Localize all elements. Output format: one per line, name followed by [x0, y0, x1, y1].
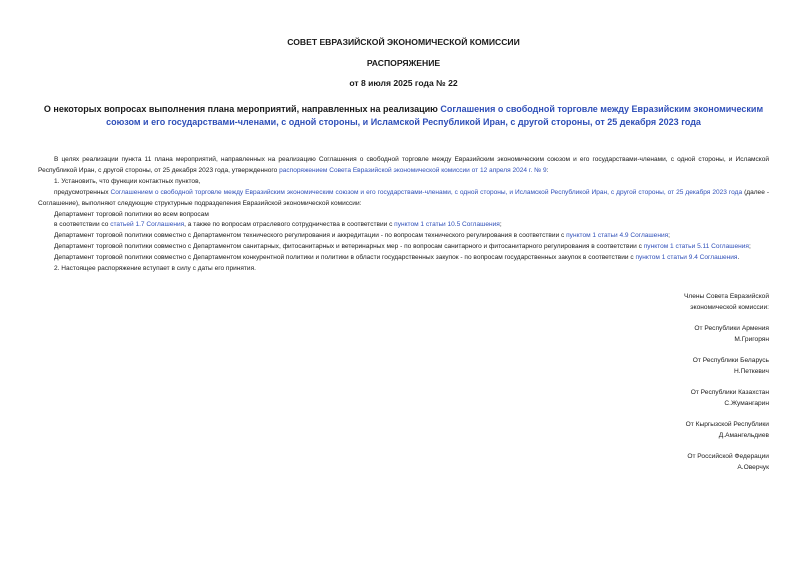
signature-armenia [569, 324, 769, 346]
scope-text-end: ; [499, 221, 502, 229]
procurement-end: . [737, 254, 740, 262]
article-10-5-link[interactable]: пунктом 1 статьи 10.5 Соглашения [394, 221, 500, 229]
department-competition-procurement [38, 253, 769, 264]
signatory-name: А.Оверчук [737, 463, 769, 471]
agreement-link[interactable]: Соглашения о свободной торговле между Евразийским экономическим [440, 104, 764, 114]
clause-2: 2. Настоящее распоряжение вступает в силу с даты его принятия. [54, 265, 256, 273]
department-sanitary-measures [38, 242, 769, 253]
signatory-country: От Кыргызской Республики [685, 421, 769, 428]
preamble-text: В целях реализации пункта 11 плана мероприятий, направленных на реализацию Соглашения о свободной торговле между Евразийским экономическим союзом и его государствами-членами, с одной стороны, и Исламской Республикой Иран, с другой стороны, от 25 декабря 2023 года, утвержденного [38, 156, 769, 174]
article-4-9-link[interactable]: пунктом 1 статьи 4.9 Соглашения [566, 232, 669, 240]
members-heading-line1: Члены Совета Евразийской [683, 293, 769, 300]
procurement-text: Департамент торговой политики совместно с Департаментом конкурентной политики и политики в области государственных закупок - по вопросам государственных закупок в соответствии с [54, 254, 636, 262]
signatory-country: От Республики Армения [694, 325, 769, 332]
council-order-link[interactable]: распоряжением Совета Евразийской экономической комиссии от 12 апреля 2024 г. № 9 [279, 166, 547, 174]
department-technical-regulation [38, 231, 769, 242]
clause-1-contact-points [38, 188, 769, 210]
agreement-reference-link[interactable]: Соглашением о свободной торговле между Евразийским экономическим союзом и его государствами-членами, с одной стороны, и Исламской Республикой Иран, с другой стороны, от 25 декабря 2023 года [110, 188, 743, 196]
signature-kyrgyzstan [569, 420, 769, 442]
document-date-number: от 8 июля 2025 года № 22 [349, 78, 458, 88]
preamble-paragraph [38, 155, 769, 177]
members-heading-line2: экономической комиссии: [690, 303, 769, 311]
department-trade-policy: Департамент торговой политики во всем вопросам [54, 210, 209, 218]
signature-belarus [569, 356, 769, 378]
document-body [38, 155, 769, 275]
signatory-name: М.Григорян [734, 335, 769, 343]
preamble-end: : [546, 166, 549, 174]
signatory-name: Д.Амангельдиев [718, 431, 769, 439]
clause-1: 1. Установить, что функции контактных пунктов, [54, 177, 201, 185]
signatory-name: Н.Петкевич [733, 367, 769, 375]
clause-text-end: (далее - Соглашение), выполняют следующие структурные подразделения Евразийской экономической комиссии: [38, 188, 770, 207]
agreement-link-continued[interactable]: союзом и его государствами-членами, с одной стороны, и Исламской Республикой Иран, с другой стороны, от 25 декабря 2023 года [106, 117, 701, 127]
department-trade-policy-scope [38, 220, 769, 231]
signatory-country: От Российской Федерации [687, 453, 769, 460]
scope-text: в соответствии со [54, 221, 111, 229]
sanitary-text: Департамент торговой политики совместно с Департаментом санитарных, фитосанитарных и ветеринарных мер - по вопросам санитарного и фитосанитарного регулирования в соответствии с [54, 243, 644, 251]
sanitary-end: ; [748, 243, 751, 251]
title-text: О некоторых вопросах выполнения плана мероприятий, направленных на реализацию [43, 104, 441, 114]
signature-russia [569, 452, 769, 474]
article-5-11-link[interactable]: пунктом 1 статьи 5.11 Соглашения [643, 243, 749, 251]
document-type: РАСПОРЯЖЕНИЕ [366, 58, 441, 68]
signature-kazakhstan [569, 388, 769, 410]
scope-text-mid: , а также по вопросам отраслевого сотрудничества в соответствии с [184, 221, 395, 229]
article-9-4-link[interactable]: пунктом 1 статьи 9.4 Соглашения [635, 254, 738, 262]
tech-reg-text: Департамент торговой политики совместно с Департаментом технического регулирования и аккредитации - по вопросам технического регулирования в соответствии с [54, 232, 567, 240]
signatory-name: С.Жумангарин [724, 399, 769, 407]
council-members-heading [569, 292, 769, 314]
signatory-country: От Республики Казахстан [690, 389, 769, 396]
tech-reg-end: ; [668, 232, 670, 240]
document-title-line2 [0, 116, 807, 129]
document-title-line1 [0, 103, 807, 116]
signatory-country: От Республики Беларусь [692, 357, 769, 364]
council-name: СОВЕТ ЕВРАЗИЙСКОЙ ЭКОНОМИЧЕСКОЙ КОМИССИИ [287, 37, 520, 47]
clause-text: предусмотренных [54, 188, 111, 196]
article-1-7-link[interactable]: статьей 1.7 Соглашения [110, 221, 185, 229]
